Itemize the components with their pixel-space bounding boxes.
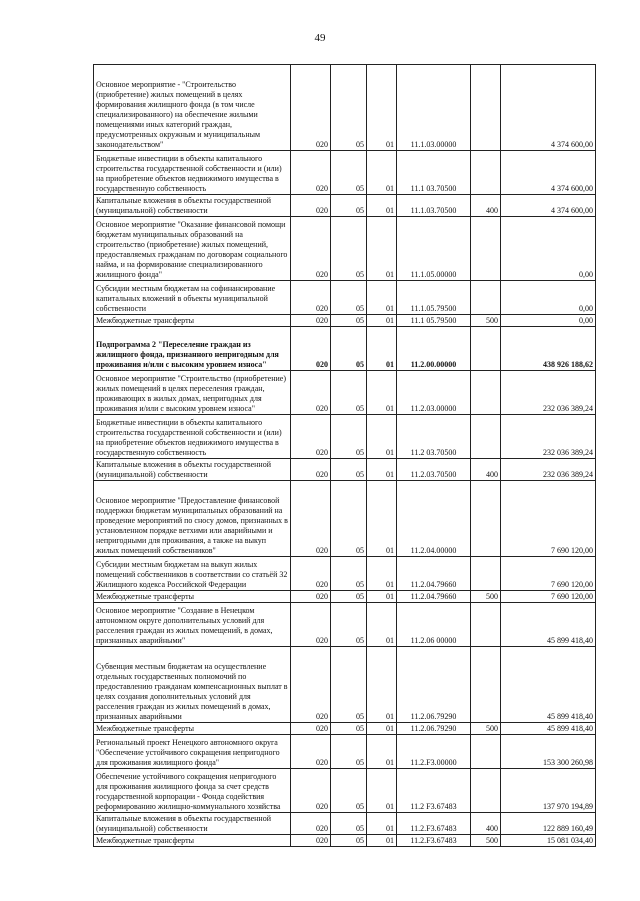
- table-row: [94, 151, 596, 195]
- table-row: [94, 315, 596, 327]
- row-code: 020: [291, 647, 331, 723]
- row-name: Межбюджетные трансферты: [94, 835, 291, 847]
- row-expense-type: [471, 151, 501, 195]
- row-sum: 45 899 418,40: [501, 603, 596, 647]
- row-section: 05: [331, 647, 367, 723]
- table-row: [94, 217, 596, 281]
- row-expense-type: [471, 217, 501, 281]
- row-section: 05: [331, 415, 367, 459]
- row-section: 05: [331, 217, 367, 281]
- row-section: 05: [331, 723, 367, 735]
- row-sum: 45 899 418,40: [501, 647, 596, 723]
- row-target-article: 11.2.03.70500: [397, 459, 471, 481]
- row-subsection: 01: [367, 217, 397, 281]
- row-name: Межбюджетные трансферты: [94, 315, 291, 327]
- row-target-article: 11.2.04.79660: [397, 557, 471, 591]
- row-name: Бюджетные инвестиции в объекты капитального строительства государственной собственности и (или) на приобретение объектов недвижимого имущества в государственную собственность: [94, 415, 291, 459]
- row-expense-type: [471, 735, 501, 769]
- row-name: Бюджетные инвестиции в объекты капитального строительства государственной собственности и (или) на приобретение объектов недвижимого имущества в государственную собственность: [94, 151, 291, 195]
- row-code: 020: [291, 769, 331, 813]
- row-section: 05: [331, 195, 367, 217]
- row-expense-type: [471, 647, 501, 723]
- row-code: 020: [291, 65, 331, 151]
- row-target-article: 11.2.F3.67483: [397, 835, 471, 847]
- row-section: 05: [331, 315, 367, 327]
- row-section: 05: [331, 327, 367, 371]
- table-row: [94, 769, 596, 813]
- row-target-article: 11.2 03.70500: [397, 415, 471, 459]
- row-code: 020: [291, 591, 331, 603]
- row-target-article: 11.1.03.00000: [397, 65, 471, 151]
- row-name: Капитальные вложения в объекты государственной (муниципальной) собственности: [94, 195, 291, 217]
- row-subsection: 01: [367, 735, 397, 769]
- table-row: [94, 557, 596, 591]
- row-sum: 7 690 120,00: [501, 481, 596, 557]
- row-expense-type: 500: [471, 591, 501, 603]
- row-target-article: 11.1.03.70500: [397, 195, 471, 217]
- row-code: 020: [291, 735, 331, 769]
- row-name: Межбюджетные трансферты: [94, 723, 291, 735]
- row-sum: 0,00: [501, 281, 596, 315]
- row-sum: 438 926 188,62: [501, 327, 596, 371]
- row-name: Субсидии местным бюджетам на софинансирование капитальных вложений в объекты муниципальной собственности: [94, 281, 291, 315]
- row-sum: 7 690 120,00: [501, 557, 596, 591]
- table-row: [94, 735, 596, 769]
- table-row: [94, 723, 596, 735]
- row-subsection: 01: [367, 281, 397, 315]
- row-name: Обеспечение устойчивого сокращения непригодного для проживания жилищного фонда за счет средств государственной корпорации - Фонда содействия реформированию жилищно-коммунального хозяйства: [94, 769, 291, 813]
- row-sum: 232 036 389,24: [501, 371, 596, 415]
- table-row: [94, 603, 596, 647]
- row-subsection: 01: [367, 481, 397, 557]
- row-subsection: 01: [367, 371, 397, 415]
- row-expense-type: [471, 327, 501, 371]
- row-code: 020: [291, 557, 331, 591]
- row-code: 020: [291, 281, 331, 315]
- row-target-article: 11.2 F3.67483: [397, 769, 471, 813]
- row-target-article: 11.2.F3.67483: [397, 813, 471, 835]
- row-target-article: 11.1 03.70500: [397, 151, 471, 195]
- row-section: 05: [331, 735, 367, 769]
- table-row: [94, 65, 596, 151]
- row-expense-type: [471, 603, 501, 647]
- table-row: [94, 647, 596, 723]
- row-expense-type: 400: [471, 459, 501, 481]
- row-expense-type: [471, 769, 501, 813]
- row-sum: 232 036 389,24: [501, 459, 596, 481]
- row-section: 05: [331, 557, 367, 591]
- row-sum: 45 899 418,40: [501, 723, 596, 735]
- row-target-article: 11.1.05.79500: [397, 281, 471, 315]
- row-section: 05: [331, 835, 367, 847]
- row-code: 020: [291, 459, 331, 481]
- row-sum: 122 889 160,49: [501, 813, 596, 835]
- row-sum: 232 036 389,24: [501, 415, 596, 459]
- row-subsection: 01: [367, 459, 397, 481]
- row-code: 020: [291, 327, 331, 371]
- row-target-article: 11.2.06.79290: [397, 647, 471, 723]
- row-name: Основное мероприятие "Оказание финансовой помощи бюджетам муниципальных образований на строительство (приобретение) жилых помещений, предоставляемых гражданам по договорам социального найма, и на формирование специализированного жилищного фонда": [94, 217, 291, 281]
- row-expense-type: 400: [471, 813, 501, 835]
- row-code: 020: [291, 217, 331, 281]
- row-code: 020: [291, 151, 331, 195]
- row-subsection: 01: [367, 769, 397, 813]
- row-subsection: 01: [367, 591, 397, 603]
- row-sum: 0,00: [501, 217, 596, 281]
- page-number: 49: [314, 32, 326, 44]
- row-name: Субсидии местным бюджетам на выкуп жилых помещений собственников в соответствии со статьёй 32 Жилищного кодекса Российской Федерации: [94, 557, 291, 591]
- row-subsection: 01: [367, 65, 397, 151]
- table-row: [94, 327, 596, 371]
- row-target-article: 11.2.04.79660: [397, 591, 471, 603]
- table-row: [94, 813, 596, 835]
- row-expense-type: 500: [471, 723, 501, 735]
- row-expense-type: [471, 281, 501, 315]
- row-name: Основное мероприятие - "Строительство (приобретение) жилых помещений в целях формирования жилищного фонда (в том числе специализированного) на обеспечение жилыми помещениями иных категорий граждан, предусмотренных окружным и муниципальным законодательством": [94, 65, 291, 151]
- row-subsection: 01: [367, 415, 397, 459]
- row-code: 020: [291, 195, 331, 217]
- row-name: Региональный проект Ненецкого автономного округа "Обеспечение устойчивого сокращения непригодного для проживания жилищного фонда": [94, 735, 291, 769]
- row-target-article: 11.2.03.00000: [397, 371, 471, 415]
- row-code: 020: [291, 835, 331, 847]
- row-name: Основное мероприятие "Создание в Ненецком автономном округе дополнительных условий для расселения граждан из жилых помещений, в домах, признанных аварийными": [94, 603, 291, 647]
- row-name: Капитальные вложения в объекты государственной (муниципальной) собственности: [94, 813, 291, 835]
- budget-table: [93, 64, 596, 847]
- row-expense-type: 500: [471, 315, 501, 327]
- row-sum: 0,00: [501, 315, 596, 327]
- row-section: 05: [331, 481, 367, 557]
- row-expense-type: [471, 481, 501, 557]
- row-section: 05: [331, 371, 367, 415]
- table-row: [94, 591, 596, 603]
- row-sum: 4 374 600,00: [501, 151, 596, 195]
- row-section: 05: [331, 591, 367, 603]
- row-sum: 4 374 600,00: [501, 65, 596, 151]
- row-subsection: 01: [367, 723, 397, 735]
- row-code: 020: [291, 723, 331, 735]
- row-subsection: 01: [367, 813, 397, 835]
- row-expense-type: [471, 65, 501, 151]
- row-section: 05: [331, 603, 367, 647]
- row-section: 05: [331, 459, 367, 481]
- row-section: 05: [331, 769, 367, 813]
- row-sum: 15 081 034,40: [501, 835, 596, 847]
- table-row: [94, 481, 596, 557]
- row-section: 05: [331, 65, 367, 151]
- row-expense-type: [471, 371, 501, 415]
- row-sum: 137 970 194,89: [501, 769, 596, 813]
- row-sum: 153 300 260,98: [501, 735, 596, 769]
- row-target-article: 11.2.F3.00000: [397, 735, 471, 769]
- row-subsection: 01: [367, 647, 397, 723]
- row-subsection: 01: [367, 327, 397, 371]
- row-subsection: 01: [367, 557, 397, 591]
- table-row: [94, 371, 596, 415]
- row-code: 020: [291, 481, 331, 557]
- row-section: 05: [331, 151, 367, 195]
- table-row: [94, 281, 596, 315]
- row-subsection: 01: [367, 151, 397, 195]
- row-sum: 4 374 600,00: [501, 195, 596, 217]
- row-expense-type: 500: [471, 835, 501, 847]
- table-row: [94, 415, 596, 459]
- row-code: 020: [291, 415, 331, 459]
- row-target-article: 11.2.06 00000: [397, 603, 471, 647]
- row-subsection: 01: [367, 603, 397, 647]
- row-name: Подпрограмма 2 "Переселение граждан из жилищного фонда, признанного непригодным для проживания и/или с высоким уровнем износа": [94, 327, 291, 371]
- budget-table-body: [94, 65, 596, 847]
- row-target-article: 11.1.05.00000: [397, 217, 471, 281]
- row-code: 020: [291, 813, 331, 835]
- row-name: Основное мероприятие "Предоставление финансовой поддержки бюджетам муниципальных образований на проведение мероприятий по сносу домов, признанных в установленном порядке ветхими или аварийными и непригодными для проживания, а также на выкуп жилых помещений собственников": [94, 481, 291, 557]
- row-target-article: 11.2.04.00000: [397, 481, 471, 557]
- row-target-article: 11.2.00.00000: [397, 327, 471, 371]
- row-code: 020: [291, 371, 331, 415]
- row-subsection: 01: [367, 835, 397, 847]
- row-section: 05: [331, 281, 367, 315]
- row-expense-type: 400: [471, 195, 501, 217]
- row-name: Основное мероприятие "Строительство (приобретение) жилых помещений в целях переселения граждан, проживающих в жилых домах, непригодных для проживания и/или с высоким уровнем износа": [94, 371, 291, 415]
- row-name: Субвенция местным бюджетам на осуществление отдельных государственных полномочий по предоставлению гражданам компенсационных выплат в целях создания дополнительных условий для расселения граждан из жилых помещений в домах, признанных аварийными: [94, 647, 291, 723]
- row-subsection: 01: [367, 195, 397, 217]
- row-sum: 7 690 120,00: [501, 591, 596, 603]
- row-section: 05: [331, 813, 367, 835]
- row-target-article: 11.1 05.79500: [397, 315, 471, 327]
- table-row: [94, 835, 596, 847]
- row-expense-type: [471, 415, 501, 459]
- row-code: 020: [291, 315, 331, 327]
- row-name: Межбюджетные трансферты: [94, 591, 291, 603]
- table-row: [94, 195, 596, 217]
- row-target-article: 11.2.06.79290: [397, 723, 471, 735]
- row-expense-type: [471, 557, 501, 591]
- table-row: [94, 459, 596, 481]
- row-subsection: 01: [367, 315, 397, 327]
- row-name: Капитальные вложения в объекты государственной (муниципальной) собственности: [94, 459, 291, 481]
- row-code: 020: [291, 603, 331, 647]
